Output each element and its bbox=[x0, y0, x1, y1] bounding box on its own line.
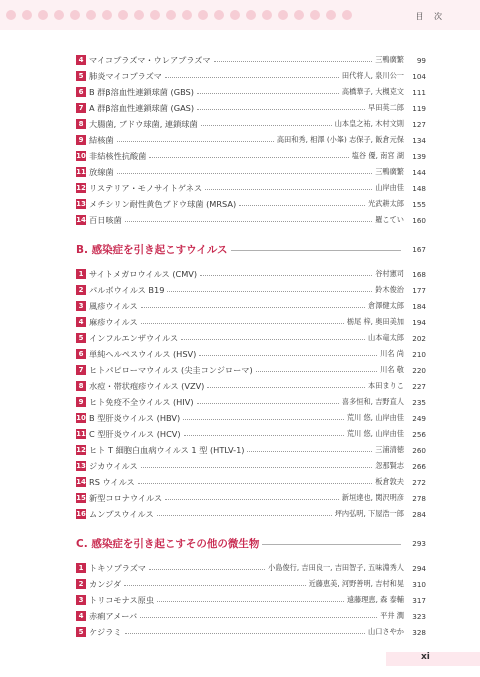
entry-title: 風疹ウイルス bbox=[89, 300, 138, 311]
entry-number-badge: 12 bbox=[76, 446, 86, 454]
toc-entry[interactable] bbox=[76, 426, 426, 442]
entry-title: 百日咳菌 bbox=[89, 214, 122, 225]
leader-line bbox=[149, 569, 265, 570]
entry-number-badge: 11 bbox=[76, 168, 86, 176]
entry-title: ヒト免疫不全ウイルス (HIV) bbox=[89, 396, 194, 407]
toc-entry[interactable] bbox=[76, 52, 426, 68]
entry-page-number: 134 bbox=[412, 135, 426, 145]
dot-decoration bbox=[22, 10, 32, 20]
toc-entry[interactable] bbox=[76, 132, 426, 148]
toc-entry[interactable] bbox=[76, 378, 426, 394]
entry-author: 田代将人, 泉川公一 bbox=[341, 71, 404, 80]
entry-number-badge: 6 bbox=[76, 87, 86, 97]
leader-line bbox=[124, 585, 305, 586]
entry-author: 近藤恵美, 河野善明, 吉村和晃 bbox=[308, 579, 404, 588]
leader-line bbox=[207, 387, 365, 388]
header-band bbox=[0, 0, 480, 30]
leader-line bbox=[247, 451, 372, 452]
dot-decoration bbox=[310, 10, 320, 20]
dot-decoration bbox=[294, 10, 304, 20]
entry-title: 水痘・帯状疱疹ウイルス (VZV) bbox=[89, 380, 205, 391]
entry-title: 大腸菌, ブドウ球菌, 連鎖球菌 bbox=[89, 118, 198, 129]
entry-author: 遠藤理恵, 森 泰輔 bbox=[346, 595, 404, 604]
entry-title: メチシリン耐性黄色ブドウ球菌 (MRSA) bbox=[89, 198, 237, 209]
entry-number-badge: 9 bbox=[76, 397, 86, 407]
entry-author: 坪内弘明, 下屋浩一郎 bbox=[334, 509, 404, 518]
leader-line bbox=[197, 403, 339, 404]
entry-page-number: 249 bbox=[412, 413, 426, 423]
entry-page-number: 328 bbox=[412, 627, 426, 637]
entry-author: 高橋華子, 大槻克文 bbox=[341, 87, 404, 96]
dot-decoration bbox=[6, 10, 16, 20]
dot-decoration bbox=[166, 10, 176, 20]
leader-line bbox=[231, 250, 401, 251]
entry-number-badge: 11 bbox=[76, 430, 86, 438]
section-page-number: 293 bbox=[412, 538, 426, 548]
toc-entry[interactable] bbox=[76, 576, 426, 592]
table-of-contents bbox=[76, 52, 426, 640]
entry-page-number: 99 bbox=[416, 55, 426, 65]
entry-author: 三浦清徳 bbox=[375, 445, 404, 454]
toc-entry[interactable] bbox=[76, 116, 426, 132]
entry-page-number: 111 bbox=[412, 87, 426, 97]
entry-page-number: 294 bbox=[412, 563, 426, 573]
leader-line bbox=[117, 173, 373, 174]
dot-decoration bbox=[134, 10, 144, 20]
entry-number-badge: 12 bbox=[76, 184, 86, 192]
entry-page-number: 256 bbox=[412, 429, 426, 439]
leader-line bbox=[181, 339, 365, 340]
toc-entry[interactable] bbox=[76, 148, 426, 164]
leader-line bbox=[197, 93, 339, 94]
entry-page-number: 177 bbox=[412, 285, 426, 295]
entry-page-number: 220 bbox=[412, 365, 426, 375]
entry-page-number: 160 bbox=[412, 215, 426, 225]
entry-number-badge: 3 bbox=[76, 595, 86, 605]
entry-author: 山本竜太郎 bbox=[368, 333, 404, 342]
entry-title: ジカウイルス bbox=[89, 460, 138, 471]
entry-title: インフルエンザウイルス bbox=[89, 332, 179, 343]
entry-number-badge: 5 bbox=[76, 627, 86, 637]
entry-page-number: 144 bbox=[412, 167, 426, 177]
entry-page-number: 168 bbox=[412, 269, 426, 279]
toc-entry[interactable] bbox=[76, 164, 426, 180]
entry-title: B 型肝炎ウイルス (HBV) bbox=[89, 412, 181, 423]
entry-author: 荒川 悠, 山岸由佳 bbox=[346, 429, 404, 438]
entry-title: マイコプラズマ・ウレアプラズマ bbox=[89, 54, 211, 65]
dot-decoration bbox=[214, 10, 224, 20]
entry-number-badge: 10 bbox=[76, 152, 86, 160]
section-heading-b[interactable] bbox=[76, 238, 426, 260]
entry-author: 光武耕太郎 bbox=[368, 199, 404, 208]
entry-author: 川名 尚 bbox=[380, 349, 404, 358]
entry-number-badge: 15 bbox=[76, 494, 86, 502]
entry-number-badge: 9 bbox=[76, 135, 86, 145]
leader-line bbox=[140, 617, 377, 618]
entry-list bbox=[76, 266, 426, 522]
entry-author: 平井 潤 bbox=[380, 611, 404, 620]
entry-number-badge: 16 bbox=[76, 510, 86, 518]
leader-line bbox=[205, 189, 372, 190]
dot-decoration bbox=[38, 10, 48, 20]
toc-entry[interactable] bbox=[76, 394, 426, 410]
section-title: C. 感染症を引き起こすその他の微生物 bbox=[76, 537, 260, 550]
leader-line bbox=[167, 291, 372, 292]
leader-line bbox=[138, 483, 372, 484]
entry-page-number: 323 bbox=[412, 611, 426, 621]
entry-number-badge: 6 bbox=[76, 349, 86, 359]
entry-author: 栃尾 梓, 奥田美加 bbox=[346, 317, 404, 326]
toc-entry[interactable] bbox=[76, 362, 426, 378]
leader-line bbox=[125, 633, 365, 634]
entry-title: 単純ヘルペスウイルス (HSV) bbox=[89, 348, 197, 359]
toc-entry[interactable] bbox=[76, 592, 426, 608]
entry-author: 鈴木俊治 bbox=[375, 285, 404, 294]
entry-number-badge: 3 bbox=[76, 301, 86, 311]
toc-entry[interactable] bbox=[76, 506, 426, 522]
entry-page-number: 202 bbox=[412, 333, 426, 343]
toc-entry[interactable] bbox=[76, 298, 426, 314]
decorative-dots bbox=[0, 8, 400, 22]
entry-title: ケジラミ bbox=[89, 626, 122, 637]
entry-page-number: 210 bbox=[412, 349, 426, 359]
leader-line bbox=[149, 157, 348, 158]
dot-decoration bbox=[262, 10, 272, 20]
leader-line bbox=[197, 109, 365, 110]
entry-title: トキソプラズマ bbox=[89, 562, 146, 573]
toc-entry[interactable] bbox=[76, 624, 426, 640]
entry-page-number: 284 bbox=[412, 509, 426, 519]
entry-page-number: 127 bbox=[412, 119, 426, 129]
entry-page-number: 119 bbox=[412, 103, 426, 113]
entry-list bbox=[76, 52, 426, 228]
entry-number-badge: 4 bbox=[76, 55, 86, 65]
entry-title: サイトメガロウイルス (CMV) bbox=[89, 268, 198, 279]
entry-number-badge: 13 bbox=[76, 462, 86, 470]
page-folio: xi bbox=[421, 652, 430, 662]
toc-entry[interactable] bbox=[76, 180, 426, 196]
entry-page-number: 139 bbox=[412, 151, 426, 161]
entry-title: ヒトパピローマウイルス (尖圭コンジローマ) bbox=[89, 364, 253, 375]
entry-page-number: 266 bbox=[412, 461, 426, 471]
leader-line bbox=[117, 141, 274, 142]
entry-title: 放線菌 bbox=[89, 166, 114, 177]
entry-title: ヒト T 細胞白血病ウイルス 1 型 (HTLV-1) bbox=[89, 444, 245, 455]
entry-page-number: 194 bbox=[412, 317, 426, 327]
entry-page-number: 235 bbox=[412, 397, 426, 407]
entry-page-number: 310 bbox=[412, 579, 426, 589]
entry-author: 山本皇之祐, 木村文則 bbox=[334, 119, 404, 128]
dot-decoration bbox=[150, 10, 160, 20]
entry-number-badge: 8 bbox=[76, 381, 86, 391]
toc-entry[interactable] bbox=[76, 68, 426, 84]
entry-title: RS ウイルス bbox=[89, 476, 135, 487]
leader-line bbox=[141, 467, 373, 468]
toc-entry[interactable] bbox=[76, 346, 426, 362]
footer-band bbox=[386, 652, 480, 666]
entry-page-number: 227 bbox=[412, 381, 426, 391]
entry-author: 小島俊行, 吉田良一, 吉田智子, 五味淵秀人 bbox=[268, 563, 404, 572]
dot-decoration bbox=[70, 10, 80, 20]
entry-number-badge: 4 bbox=[76, 611, 86, 621]
entry-author: 山岸由佳 bbox=[375, 183, 404, 192]
toc-entry[interactable] bbox=[76, 212, 426, 228]
entry-number-badge: 8 bbox=[76, 119, 86, 129]
entry-number-badge: 1 bbox=[76, 269, 86, 279]
dot-decoration bbox=[342, 10, 352, 20]
leader-line bbox=[141, 323, 344, 324]
dot-decoration bbox=[326, 10, 336, 20]
entry-author: 荒川 悠, 山岸由佳 bbox=[346, 413, 404, 422]
toc-entry[interactable] bbox=[76, 458, 426, 474]
entry-title: B 群β溶血性連鎖球菌 (GBS) bbox=[89, 86, 194, 97]
entry-author: 山口さやか bbox=[368, 627, 404, 636]
entry-author: 三鴨廣繁 bbox=[375, 167, 404, 176]
leader-line bbox=[141, 307, 365, 308]
dot-decoration bbox=[86, 10, 96, 20]
entry-page-number: 278 bbox=[412, 493, 426, 503]
entry-number-badge: 7 bbox=[76, 103, 86, 113]
entry-number-badge: 1 bbox=[76, 563, 86, 573]
toc-entry[interactable] bbox=[76, 84, 426, 100]
entry-author: 羅こてい bbox=[375, 215, 404, 224]
toc-entry[interactable] bbox=[76, 100, 426, 116]
toc-entry[interactable] bbox=[76, 560, 426, 576]
entry-title: ムンプスウイルス bbox=[89, 508, 154, 519]
section-page-number: 167 bbox=[412, 244, 426, 254]
entry-number-badge: 10 bbox=[76, 414, 86, 422]
toc-entry[interactable] bbox=[76, 474, 426, 490]
entry-page-number: 184 bbox=[412, 301, 426, 311]
entry-author: 三鴨廣繁 bbox=[375, 55, 404, 64]
entry-title: 肺炎マイコプラズマ bbox=[89, 70, 162, 81]
toc-entry[interactable] bbox=[76, 282, 426, 298]
entry-title: 新型コロナウイルス bbox=[89, 492, 163, 503]
toc-entry[interactable] bbox=[76, 330, 426, 346]
entry-author: 板倉敦夫 bbox=[375, 477, 404, 486]
leader-line bbox=[157, 601, 344, 602]
entry-title: 結核菌 bbox=[89, 134, 114, 145]
entry-number-badge: 5 bbox=[76, 333, 86, 343]
entry-author: 本田まりこ bbox=[368, 381, 404, 390]
dot-decoration bbox=[246, 10, 256, 20]
entry-number-badge: 14 bbox=[76, 478, 86, 486]
toc-entry[interactable] bbox=[76, 490, 426, 506]
toc-entry[interactable] bbox=[76, 410, 426, 426]
entry-page-number: 104 bbox=[412, 71, 426, 81]
entry-author: 新垣達也, 関沢明彦 bbox=[341, 493, 404, 502]
entry-title: A 群β溶血性連鎖球菌 (GAS) bbox=[89, 102, 195, 113]
leader-line bbox=[183, 419, 344, 420]
leader-line bbox=[157, 515, 332, 516]
entry-page-number: 155 bbox=[412, 199, 426, 209]
entry-title: C 型肝炎ウイルス (HCV) bbox=[89, 428, 181, 439]
entry-title: パルボウイルス B19 bbox=[89, 284, 165, 295]
entry-number-badge: 4 bbox=[76, 317, 86, 327]
leader-line bbox=[214, 61, 373, 62]
dot-decoration bbox=[102, 10, 112, 20]
entry-author: 高田和秀, 相澤 (小峯) 志保子, 飯倉元保 bbox=[276, 135, 404, 144]
entry-title: 非結核性抗酸菌 bbox=[89, 150, 147, 161]
entry-page-number: 272 bbox=[412, 477, 426, 487]
entry-number-badge: 5 bbox=[76, 71, 86, 81]
dot-decoration bbox=[230, 10, 240, 20]
entry-number-badge: 13 bbox=[76, 200, 86, 208]
toc-entry[interactable] bbox=[76, 314, 426, 330]
entry-author: 塩谷 優, 南宮 湖 bbox=[351, 151, 404, 160]
toc-entry[interactable] bbox=[76, 196, 426, 212]
section-title: B. 感染症を引き起こすウイルス bbox=[76, 243, 228, 256]
leader-line bbox=[262, 544, 401, 545]
leader-line bbox=[239, 205, 365, 206]
entry-page-number: 148 bbox=[412, 183, 426, 193]
leader-line bbox=[184, 435, 344, 436]
entry-list bbox=[76, 560, 426, 640]
leader-line bbox=[165, 499, 339, 500]
entry-author: 忽那賢志 bbox=[375, 461, 404, 470]
section-heading-c[interactable] bbox=[76, 532, 426, 554]
entry-author: 倉澤健太郎 bbox=[368, 301, 404, 310]
entry-author: 喜多恒和, 吉野直人 bbox=[341, 397, 404, 406]
entry-title: 赤痢アメーバ bbox=[89, 610, 138, 621]
entry-author: 川名 敬 bbox=[380, 365, 404, 374]
dot-decoration bbox=[54, 10, 64, 20]
entry-title: カンジダ bbox=[89, 578, 122, 589]
entry-number-badge: 7 bbox=[76, 365, 86, 375]
entry-title: リステリア・モノサイトゲネス bbox=[89, 182, 203, 193]
leader-line bbox=[256, 371, 377, 372]
entry-title: トリコモナス原虫 bbox=[89, 594, 155, 605]
leader-line bbox=[201, 125, 332, 126]
entry-page-number: 260 bbox=[412, 445, 426, 455]
dot-decoration bbox=[198, 10, 208, 20]
entry-author: 谷村憲司 bbox=[375, 269, 404, 278]
entry-page-number: 317 bbox=[412, 595, 426, 605]
toc-entry[interactable] bbox=[76, 608, 426, 624]
dot-decoration bbox=[278, 10, 288, 20]
leader-line bbox=[165, 77, 339, 78]
entry-title: 麻疹ウイルス bbox=[89, 316, 138, 327]
leader-line bbox=[199, 355, 377, 356]
leader-line bbox=[200, 275, 372, 276]
entry-number-badge: 2 bbox=[76, 285, 86, 295]
entry-author: 早田英二郎 bbox=[368, 103, 404, 112]
dot-decoration bbox=[182, 10, 192, 20]
entry-number-badge: 14 bbox=[76, 216, 86, 224]
toc-entry[interactable] bbox=[76, 266, 426, 282]
entry-number-badge: 2 bbox=[76, 579, 86, 589]
toc-entry[interactable] bbox=[76, 442, 426, 458]
page-header-title: 目 次 bbox=[415, 12, 446, 21]
leader-line bbox=[125, 221, 372, 222]
dot-decoration bbox=[118, 10, 128, 20]
